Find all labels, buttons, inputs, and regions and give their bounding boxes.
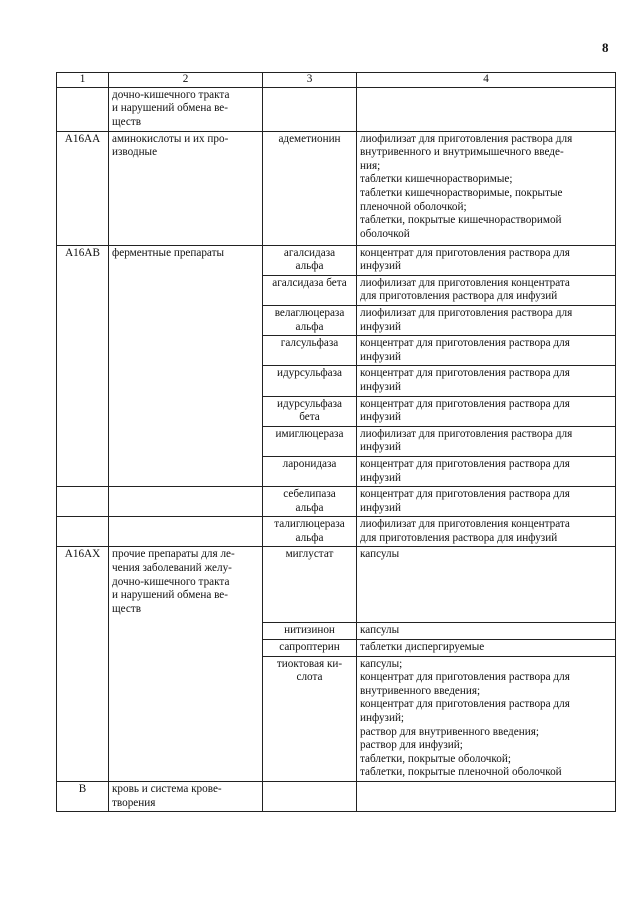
drug-name-cell bbox=[263, 366, 357, 396]
dosage-form-cell bbox=[357, 656, 616, 781]
drug-name-cell-line: бета bbox=[299, 411, 320, 424]
drug-name-cell bbox=[263, 623, 357, 640]
dosage-form-cell-line: концентрат для приготовления раствора для bbox=[360, 337, 570, 350]
header-row bbox=[57, 73, 616, 88]
dosage-form-cell bbox=[357, 782, 616, 812]
group-cell bbox=[109, 517, 263, 547]
dosage-form-cell-line: инфузий; bbox=[360, 712, 405, 725]
drug-name-cell-line: идурсульфаза bbox=[276, 367, 343, 380]
drug-name-cell-line: себелипаза bbox=[283, 488, 336, 501]
dosage-form-cell-line: лиофилизат для приготовления концентрата bbox=[360, 276, 570, 289]
group-cell-line: ществ bbox=[112, 115, 141, 128]
drug-name-cell-line: талиглюцераза bbox=[274, 518, 345, 531]
table-row bbox=[57, 517, 616, 547]
dosage-form-cell-line: лиофилизат для приготовления концентрата bbox=[360, 518, 570, 531]
column-header-2: 2 bbox=[109, 73, 263, 88]
drug-name-cell bbox=[263, 782, 357, 812]
drug-name-cell bbox=[263, 87, 357, 131]
dosage-form-cell bbox=[357, 456, 616, 486]
dosage-form-cell-line: лиофилизат для приготовления раствора для bbox=[360, 306, 573, 319]
dosage-form-cell-line: таблетки, покрытые кишечнорастворимой bbox=[360, 214, 562, 227]
group-cell-line: и нарушений обмена ве- bbox=[112, 102, 228, 115]
dosage-form-cell-line: концентрат для приготовления раствора для bbox=[360, 488, 570, 501]
atc-code-cell: А16АХ bbox=[57, 547, 109, 782]
dosage-form-cell-line: таблетки диспергируемые bbox=[360, 641, 485, 654]
drug-name-cell bbox=[263, 426, 357, 456]
dosage-form-cell-line: оболочкой bbox=[360, 227, 410, 240]
dosage-form-cell-line: внутривенного введения; bbox=[360, 684, 481, 697]
table-row bbox=[57, 487, 616, 517]
table-body bbox=[57, 87, 616, 812]
drug-name-cell bbox=[263, 275, 357, 305]
atc-code-cell: А16АА bbox=[57, 131, 109, 245]
drug-name-cell-line: слота bbox=[296, 671, 323, 684]
column-header-3: 3 bbox=[263, 73, 357, 88]
atc-code-cell bbox=[57, 517, 109, 547]
group-cell-line: творения bbox=[112, 796, 156, 809]
drug-name-cell bbox=[263, 547, 357, 623]
drug-name-cell bbox=[263, 456, 357, 486]
dosage-form-cell-line: капсулы; bbox=[360, 657, 403, 670]
group-cell bbox=[109, 487, 263, 517]
column-header-1: 1 bbox=[57, 73, 109, 88]
dosage-form-cell-line: инфузий bbox=[360, 441, 401, 454]
group-cell-line: и нарушений обмена ве- bbox=[112, 589, 228, 602]
dosage-form-cell-line: инфузий bbox=[360, 411, 401, 424]
dosage-form-cell-line: таблетки кишечнорастворимые, покрытые bbox=[360, 186, 563, 199]
dosage-form-cell-line: раствор для внутривенного введения; bbox=[360, 725, 539, 738]
dosage-form-cell bbox=[357, 547, 616, 623]
atc-code-cell: В bbox=[57, 782, 109, 812]
dosage-form-cell-line: инфузий bbox=[360, 471, 401, 484]
dosage-form-cell bbox=[357, 87, 616, 131]
dosage-form-cell bbox=[357, 275, 616, 305]
drug-name-cell-line: велаглюцераза bbox=[274, 306, 345, 319]
dosage-form-cell-line: пленочной оболочкой; bbox=[360, 200, 467, 213]
drug-name-cell-line: альфа bbox=[295, 260, 324, 273]
dosage-form-cell-line: лиофилизат для приготовления раствора для bbox=[360, 427, 573, 440]
group-cell-line: дочно-кишечного тракта bbox=[112, 88, 230, 101]
table-row bbox=[57, 87, 616, 131]
drug-name-cell bbox=[263, 131, 357, 245]
drug-name-cell bbox=[263, 640, 357, 657]
column-header-4: 4 bbox=[357, 73, 616, 88]
drug-name-cell-line: миглустат bbox=[285, 548, 334, 561]
drug-name-cell-line: альфа bbox=[295, 320, 324, 333]
drug-name-cell-line: агалсидаза bbox=[283, 246, 336, 259]
dosage-form-cell-line: инфузий bbox=[360, 320, 401, 333]
table-row bbox=[57, 131, 616, 245]
drug-name-cell-line: агалсидаза бета bbox=[272, 276, 347, 289]
dosage-form-cell-line: внутривенного и внутримышечного введе- bbox=[360, 146, 564, 159]
dosage-form-cell bbox=[357, 623, 616, 640]
drug-name-cell bbox=[263, 656, 357, 781]
group-cell-line: прочие препараты для ле- bbox=[112, 548, 235, 561]
group-cell bbox=[109, 131, 263, 245]
atc-code-cell: А16АВ bbox=[57, 245, 109, 487]
group-cell-line: дочно-кишечного тракта bbox=[112, 575, 230, 588]
dosage-form-cell-line: инфузий bbox=[360, 380, 401, 393]
drug-name-cell-line: нитизинон bbox=[284, 624, 335, 637]
atc-code-cell bbox=[57, 87, 109, 131]
atc-code-cell bbox=[57, 487, 109, 517]
drug-name-cell bbox=[263, 396, 357, 426]
dosage-form-cell-line: таблетки кишечнорастворимые; bbox=[360, 173, 513, 186]
drug-name-cell-line: ларонидаза bbox=[282, 457, 337, 470]
dosage-form-cell-line: концентрат для приготовления раствора для bbox=[360, 671, 570, 684]
drug-table bbox=[56, 72, 616, 812]
drug-name-cell bbox=[263, 336, 357, 366]
dosage-form-cell-line: концентрат для приготовления раствора для bbox=[360, 457, 570, 470]
dosage-form-cell bbox=[357, 245, 616, 275]
drug-name-cell-line: адеметионин bbox=[278, 132, 341, 145]
page-number: 8 bbox=[602, 40, 609, 55]
group-cell bbox=[109, 87, 263, 131]
dosage-form-cell bbox=[357, 396, 616, 426]
dosage-form-cell-line: концентрат для приготовления раствора для bbox=[360, 397, 570, 410]
drug-name-cell-line: сапроптерин bbox=[279, 641, 340, 654]
drug-name-cell-line: тиоктовая ки- bbox=[276, 657, 343, 670]
table-row bbox=[57, 547, 616, 623]
group-cell-line: чения заболеваний желу- bbox=[112, 562, 232, 575]
dosage-form-cell-line: капсулы bbox=[360, 624, 400, 637]
dosage-form-cell-line: для приготовления раствора для инфузий bbox=[360, 531, 558, 544]
group-cell-line: изводные bbox=[112, 146, 158, 159]
group-cell-line: ферментные препараты bbox=[112, 246, 225, 259]
dosage-form-cell-line: концентрат для приготовления раствора для bbox=[360, 698, 570, 711]
drug-name-cell-line: имиглюцераза bbox=[275, 427, 344, 440]
dosage-form-cell bbox=[357, 640, 616, 657]
dosage-form-cell-line: для приготовления раствора для инфузий bbox=[360, 290, 558, 303]
dosage-form-cell bbox=[357, 366, 616, 396]
dosage-form-cell-line: инфузий bbox=[360, 260, 401, 273]
dosage-form-cell-line: концентрат для приготовления раствора для bbox=[360, 367, 570, 380]
dosage-form-cell-line: таблетки, покрытые пленочной оболочкой bbox=[360, 766, 562, 779]
drug-name-cell bbox=[263, 487, 357, 517]
dosage-form-cell bbox=[357, 131, 616, 245]
drug-name-cell bbox=[263, 245, 357, 275]
table-row bbox=[57, 245, 616, 275]
group-cell bbox=[109, 547, 263, 782]
group-cell bbox=[109, 782, 263, 812]
dosage-form-cell-line: таблетки, покрытые оболочкой; bbox=[360, 752, 511, 765]
drug-name-cell-line: альфа bbox=[295, 531, 324, 544]
dosage-form-cell-line: ния; bbox=[360, 159, 381, 172]
dosage-form-cell-line: лиофилизат для приготовления раствора для bbox=[360, 132, 573, 145]
drug-name-cell bbox=[263, 305, 357, 335]
dosage-form-cell-line: раствор для инфузий; bbox=[360, 739, 463, 752]
drug-name-cell-line: галсульфаза bbox=[280, 337, 339, 350]
dosage-form-cell bbox=[357, 517, 616, 547]
drug-name-cell-line: альфа bbox=[295, 501, 324, 514]
dosage-form-cell bbox=[357, 426, 616, 456]
table-row bbox=[57, 782, 616, 812]
group-cell-line: кровь и система крове- bbox=[112, 783, 222, 795]
dosage-form-cell bbox=[357, 305, 616, 335]
dosage-form-cell-line: инфузий bbox=[360, 501, 401, 514]
dosage-form-cell bbox=[357, 336, 616, 366]
dosage-form-cell-line: капсулы bbox=[360, 548, 400, 561]
group-cell-line: аминокислоты и их про- bbox=[112, 132, 229, 145]
group-cell bbox=[109, 245, 263, 487]
dosage-form-cell-line: инфузий bbox=[360, 350, 401, 363]
dosage-form-cell-line: концентрат для приготовления раствора для bbox=[360, 246, 570, 259]
group-cell-line: ществ bbox=[112, 602, 141, 615]
dosage-form-cell bbox=[357, 487, 616, 517]
drug-name-cell bbox=[263, 517, 357, 547]
drug-name-cell-line: идурсульфаза bbox=[276, 397, 343, 410]
